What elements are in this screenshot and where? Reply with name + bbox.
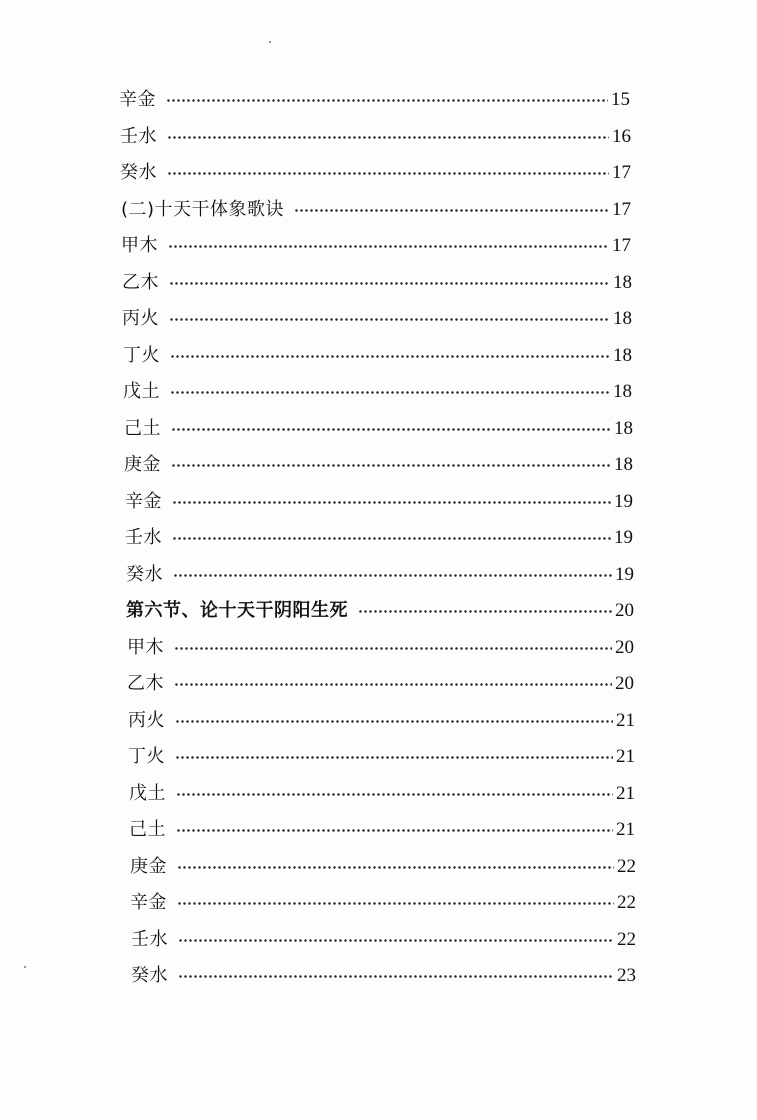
toc-entry-page: 15 — [611, 89, 630, 110]
scan-speck — [269, 41, 271, 43]
toc-entry-title: 乙木 — [127, 673, 164, 694]
toc-entry-title: 乙木 — [122, 272, 159, 293]
toc-entry-title: 癸水 — [131, 965, 168, 986]
toc-entry-page: 18 — [614, 418, 633, 439]
toc-entry-page: 18 — [613, 345, 632, 366]
toc-entry-page: 20 — [615, 600, 634, 621]
dot-leader — [170, 374, 612, 410]
dot-leader — [166, 82, 610, 118]
toc-entry[interactable] — [126, 557, 634, 593]
toc-entry[interactable] — [124, 411, 633, 447]
toc-entry-page: 17 — [612, 199, 631, 220]
toc-entry-title: 丙火 — [128, 710, 165, 731]
toc-entry-title: 辛金 — [130, 892, 167, 913]
dot-leader — [169, 301, 612, 337]
toc-entry-page: 22 — [617, 892, 636, 913]
dot-leader — [178, 958, 616, 994]
dot-leader — [172, 484, 613, 520]
toc-entry[interactable] — [122, 265, 632, 301]
toc-entry[interactable] — [128, 739, 635, 775]
toc-entry-title: 癸水 — [126, 564, 163, 585]
toc-entry-page: 22 — [617, 929, 636, 950]
toc-entry-title: 戊土 — [129, 783, 166, 804]
toc-entry-page: 22 — [617, 856, 636, 877]
toc-entry-title: 丁火 — [128, 746, 165, 767]
toc-entry-title: 丙火 — [122, 308, 159, 329]
toc-entry-page: 21 — [616, 710, 635, 731]
toc-entry-title: 己土 — [124, 418, 161, 439]
toc-entry-page: 17 — [612, 162, 631, 183]
toc-entry[interactable] — [129, 812, 635, 848]
dot-leader — [173, 557, 614, 593]
toc-entry[interactable] — [127, 666, 634, 702]
toc-entry[interactable] — [119, 82, 630, 118]
toc-entry[interactable] — [125, 484, 633, 520]
toc-entry-title: 庚金 — [130, 856, 167, 877]
toc-entry-page: 18 — [613, 272, 632, 293]
toc-entry-page: 19 — [614, 527, 633, 548]
toc-entry[interactable] — [131, 922, 636, 958]
dot-leader — [167, 155, 611, 191]
toc-entry-page: 18 — [613, 308, 632, 329]
dot-leader — [167, 119, 611, 155]
toc-entry[interactable] — [129, 776, 635, 812]
toc-entry-title: 己土 — [129, 819, 166, 840]
toc-entry-title: 辛金 — [125, 491, 162, 512]
toc-entry[interactable] — [128, 703, 635, 739]
toc-entry[interactable] — [120, 119, 631, 155]
dot-leader — [174, 630, 614, 666]
toc-entry-page: 16 — [612, 126, 631, 147]
toc-entry-title: 甲木 — [121, 235, 158, 256]
dot-leader — [294, 192, 611, 228]
dot-leader — [168, 228, 611, 264]
dot-leader — [176, 812, 615, 848]
toc-entry-title: 癸水 — [120, 162, 157, 183]
toc-entry[interactable] — [131, 958, 636, 994]
toc-entry-page: 17 — [612, 235, 631, 256]
dot-leader — [170, 338, 612, 374]
toc-entry-title: 壬水 — [131, 929, 168, 950]
toc-entry-page: 19 — [614, 491, 633, 512]
toc-entry-page: 21 — [616, 783, 635, 804]
toc-entry-title: 丁火 — [123, 345, 160, 366]
toc-entry[interactable] — [120, 155, 631, 191]
dot-leader — [358, 593, 614, 629]
toc-entry[interactable] — [123, 374, 632, 410]
toc-entry-page: 20 — [615, 673, 634, 694]
scan-speck — [24, 966, 26, 968]
toc-entry-page: 18 — [614, 454, 633, 475]
dot-leader — [174, 666, 614, 702]
toc-entry[interactable] — [127, 630, 634, 666]
toc-entry-title: 戊土 — [123, 381, 160, 402]
toc-entry[interactable] — [121, 228, 631, 264]
dot-leader — [172, 520, 613, 556]
toc-entry[interactable] — [125, 520, 633, 556]
toc-entry[interactable] — [123, 338, 632, 374]
toc-entry[interactable] — [124, 447, 633, 483]
toc-entry-page: 21 — [616, 746, 635, 767]
dot-leader — [177, 849, 616, 885]
toc-entry-title: 壬水 — [125, 527, 162, 548]
toc-entry-title: 甲木 — [127, 637, 164, 658]
dot-leader — [171, 411, 613, 447]
toc-entry[interactable] — [130, 885, 636, 921]
dot-leader — [175, 703, 615, 739]
toc-section-title: 第六节、论十天干阴阳生死 — [126, 600, 348, 621]
toc-entry-page: 23 — [617, 965, 636, 986]
toc-entry-page: 21 — [616, 819, 635, 840]
dot-leader — [177, 885, 616, 921]
toc-entry-page: 19 — [615, 564, 634, 585]
dot-leader — [176, 776, 615, 812]
toc-entry[interactable] — [121, 192, 631, 228]
dot-leader — [178, 922, 616, 958]
dot-leader — [171, 447, 613, 483]
toc-section-entry[interactable] — [126, 593, 634, 629]
dot-leader — [169, 265, 612, 301]
toc-entry-page: 20 — [615, 637, 634, 658]
toc-entry-title: (二)十天干体象歌诀 — [121, 199, 285, 220]
dot-leader — [175, 739, 615, 775]
toc-entry-title: 庚金 — [124, 454, 161, 475]
toc-entry[interactable] — [122, 301, 632, 337]
toc-entry-page: 18 — [613, 381, 632, 402]
toc-entry-title: 辛金 — [119, 89, 156, 110]
toc-entry[interactable] — [130, 849, 636, 885]
toc-entry-title: 壬水 — [120, 126, 157, 147]
